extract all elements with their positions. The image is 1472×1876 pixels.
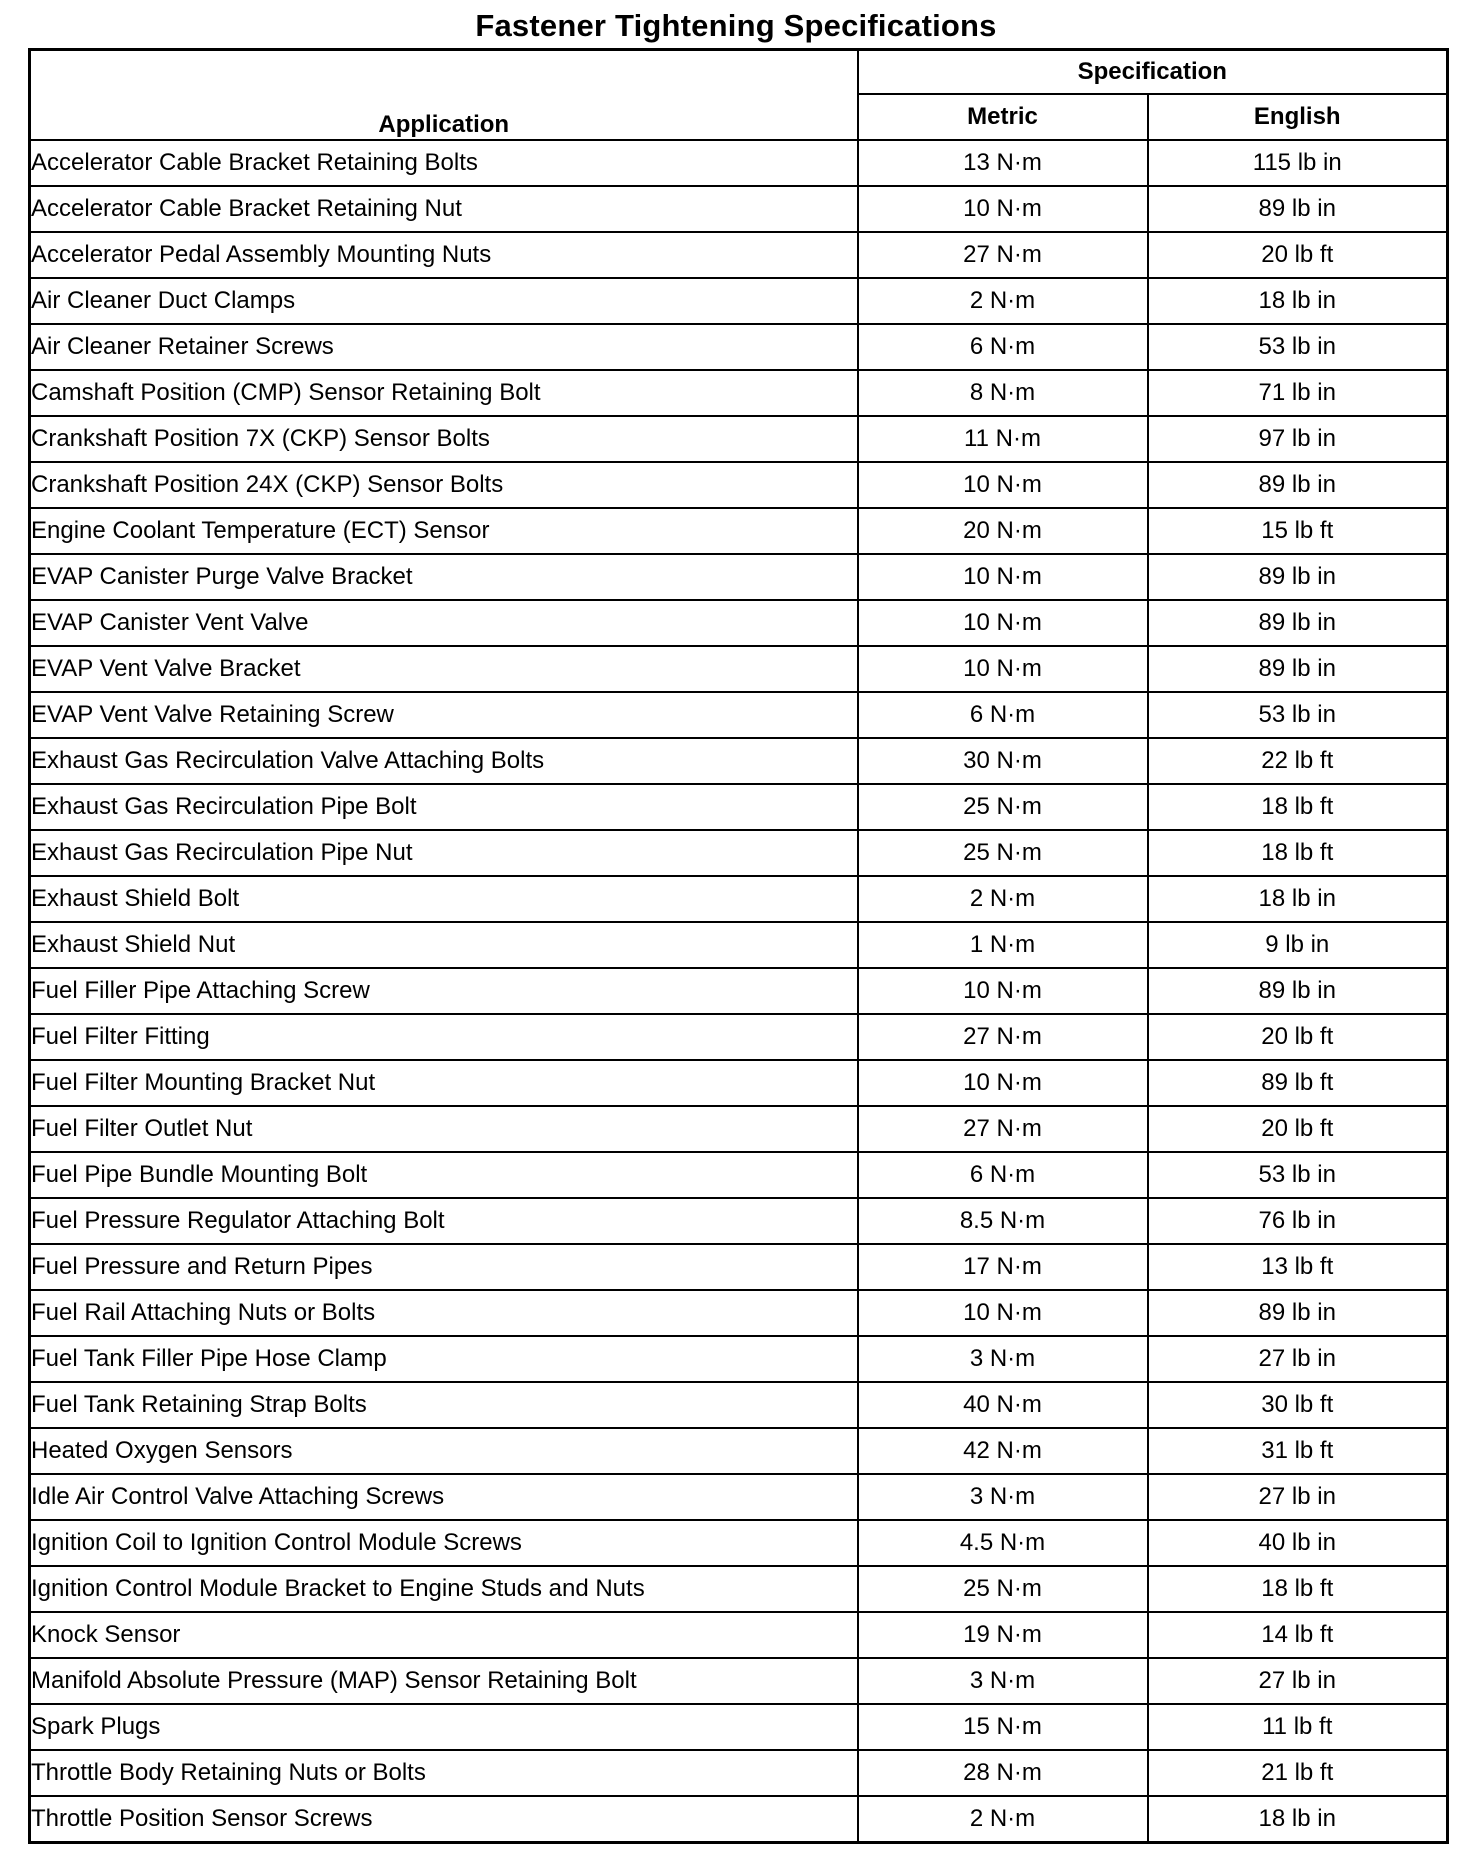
table-row — [30, 1244, 1448, 1290]
application-cell: Fuel Pipe Bundle Mounting Bolt — [30, 1152, 858, 1198]
english-cell: 20 lb ft — [1148, 1014, 1448, 1060]
english-cell: 40 lb in — [1148, 1520, 1448, 1566]
english-cell: 21 lb ft — [1148, 1750, 1448, 1796]
application-cell: Exhaust Shield Bolt — [30, 876, 858, 922]
english-cell: 18 lb ft — [1148, 1566, 1448, 1612]
english-cell: 18 lb in — [1148, 876, 1448, 922]
application-cell: Fuel Rail Attaching Nuts or Bolts — [30, 1290, 858, 1336]
column-header-metric: Metric — [858, 94, 1148, 140]
application-cell: Spark Plugs — [30, 1704, 858, 1750]
english-cell: 89 lb in — [1148, 1290, 1448, 1336]
metric-cell: 10 N·m — [858, 1290, 1148, 1336]
application-cell: Fuel Filter Mounting Bracket Nut — [30, 1060, 858, 1106]
english-cell: 31 lb ft — [1148, 1428, 1448, 1474]
header-row-top — [30, 50, 1448, 95]
metric-cell: 3 N·m — [858, 1336, 1148, 1382]
metric-cell: 13 N·m — [858, 140, 1148, 186]
metric-cell: 25 N·m — [858, 1566, 1148, 1612]
metric-cell: 3 N·m — [858, 1474, 1148, 1520]
application-cell: Ignition Coil to Ignition Control Module Screws — [30, 1520, 858, 1566]
table-row — [30, 1750, 1448, 1796]
table-row — [30, 462, 1448, 508]
page-title: Fastener Tightening Specifications — [475, 8, 997, 43]
metric-cell: 10 N·m — [858, 554, 1148, 600]
table-row — [30, 646, 1448, 692]
table-row — [30, 1428, 1448, 1474]
metric-cell: 8 N·m — [858, 370, 1148, 416]
metric-cell: 10 N·m — [858, 646, 1148, 692]
application-cell: EVAP Canister Vent Valve — [30, 600, 858, 646]
application-cell: Engine Coolant Temperature (ECT) Sensor — [30, 508, 858, 554]
metric-cell: 10 N·m — [858, 186, 1148, 232]
metric-cell: 27 N·m — [858, 1106, 1148, 1152]
metric-cell: 1 N·m — [858, 922, 1148, 968]
english-cell: 20 lb ft — [1148, 232, 1448, 278]
metric-cell: 6 N·m — [858, 324, 1148, 370]
english-cell: 27 lb in — [1148, 1336, 1448, 1382]
english-cell: 18 lb in — [1148, 1796, 1448, 1843]
metric-cell: 2 N·m — [858, 278, 1148, 324]
table-row — [30, 278, 1448, 324]
application-cell: EVAP Vent Valve Bracket — [30, 646, 858, 692]
table-row — [30, 1382, 1448, 1428]
table-row — [30, 738, 1448, 784]
table-row — [30, 370, 1448, 416]
table-row — [30, 784, 1448, 830]
english-cell: 89 lb in — [1148, 462, 1448, 508]
metric-cell: 10 N·m — [858, 968, 1148, 1014]
english-cell: 15 lb ft — [1148, 508, 1448, 554]
metric-cell: 15 N·m — [858, 1704, 1148, 1750]
table-row — [30, 1612, 1448, 1658]
metric-cell: 30 N·m — [858, 738, 1148, 784]
table-row — [30, 968, 1448, 1014]
metric-cell: 6 N·m — [858, 692, 1148, 738]
application-cell: Exhaust Gas Recirculation Pipe Bolt — [30, 784, 858, 830]
table-row — [30, 324, 1448, 370]
metric-cell: 25 N·m — [858, 830, 1148, 876]
application-cell: Exhaust Shield Nut — [30, 922, 858, 968]
table-row — [30, 416, 1448, 462]
english-cell: 53 lb in — [1148, 692, 1448, 738]
column-group-header-specification: Specification — [858, 50, 1448, 95]
table-row — [30, 1106, 1448, 1152]
metric-cell: 20 N·m — [858, 508, 1148, 554]
application-cell: Camshaft Position (CMP) Sensor Retaining Bolt — [30, 370, 858, 416]
table-row — [30, 692, 1448, 738]
table-row — [30, 1796, 1448, 1843]
table-row — [30, 830, 1448, 876]
application-cell: Exhaust Gas Recirculation Pipe Nut — [30, 830, 858, 876]
application-cell: Ignition Control Module Bracket to Engine Studs and Nuts — [30, 1566, 858, 1612]
application-cell: Throttle Position Sensor Screws — [30, 1796, 858, 1843]
application-cell: Fuel Filter Outlet Nut — [30, 1106, 858, 1152]
english-cell: 18 lb ft — [1148, 784, 1448, 830]
application-cell: Fuel Filter Fitting — [30, 1014, 858, 1060]
table-row — [30, 1566, 1448, 1612]
application-cell: Air Cleaner Duct Clamps — [30, 278, 858, 324]
table-row — [30, 1152, 1448, 1198]
column-header-application: Application — [30, 50, 858, 141]
application-cell: Crankshaft Position 24X (CKP) Sensor Bolts — [30, 462, 858, 508]
application-cell: Knock Sensor — [30, 1612, 858, 1658]
application-cell: Fuel Pressure and Return Pipes — [30, 1244, 858, 1290]
application-cell: Accelerator Cable Bracket Retaining Bolts — [30, 140, 858, 186]
application-cell: Manifold Absolute Pressure (MAP) Sensor Retaining Bolt — [30, 1658, 858, 1704]
table-row — [30, 1198, 1448, 1244]
application-cell: Fuel Tank Retaining Strap Bolts — [30, 1382, 858, 1428]
english-cell: 115 lb in — [1148, 140, 1448, 186]
english-cell: 22 lb ft — [1148, 738, 1448, 784]
metric-cell: 3 N·m — [858, 1658, 1148, 1704]
metric-cell: 19 N·m — [858, 1612, 1148, 1658]
table-row — [30, 1060, 1448, 1106]
application-cell: Fuel Tank Filler Pipe Hose Clamp — [30, 1336, 858, 1382]
english-cell: 89 lb in — [1148, 600, 1448, 646]
table-row — [30, 1704, 1448, 1750]
application-cell: Fuel Pressure Regulator Attaching Bolt — [30, 1198, 858, 1244]
english-cell: 18 lb in — [1148, 278, 1448, 324]
metric-cell: 10 N·m — [858, 1060, 1148, 1106]
table-row — [30, 1336, 1448, 1382]
metric-cell: 17 N·m — [858, 1244, 1148, 1290]
english-cell: 89 lb in — [1148, 186, 1448, 232]
metric-cell: 28 N·m — [858, 1750, 1148, 1796]
metric-cell: 2 N·m — [858, 1796, 1148, 1843]
table-row — [30, 1658, 1448, 1704]
table-row — [30, 554, 1448, 600]
table-row — [30, 232, 1448, 278]
application-cell: Accelerator Pedal Assembly Mounting Nuts — [30, 232, 858, 278]
application-cell: Idle Air Control Valve Attaching Screws — [30, 1474, 858, 1520]
application-cell: Fuel Filler Pipe Attaching Screw — [30, 968, 858, 1014]
english-cell: 14 lb ft — [1148, 1612, 1448, 1658]
english-cell: 9 lb in — [1148, 922, 1448, 968]
metric-cell: 4.5 N·m — [858, 1520, 1148, 1566]
metric-cell: 2 N·m — [858, 876, 1148, 922]
metric-cell: 6 N·m — [858, 1152, 1148, 1198]
application-cell: Exhaust Gas Recirculation Valve Attaching Bolts — [30, 738, 858, 784]
metric-cell: 8.5 N·m — [858, 1198, 1148, 1244]
metric-cell: 40 N·m — [858, 1382, 1148, 1428]
english-cell: 71 lb in — [1148, 370, 1448, 416]
application-cell: EVAP Canister Purge Valve Bracket — [30, 554, 858, 600]
english-cell: 18 lb ft — [1148, 830, 1448, 876]
table-row — [30, 922, 1448, 968]
table-row — [30, 186, 1448, 232]
english-cell: 53 lb in — [1148, 324, 1448, 370]
english-cell: 27 lb in — [1148, 1658, 1448, 1704]
metric-cell: 10 N·m — [858, 600, 1148, 646]
table-row — [30, 508, 1448, 554]
english-cell: 27 lb in — [1148, 1474, 1448, 1520]
table-row — [30, 1520, 1448, 1566]
metric-cell: 25 N·m — [858, 784, 1148, 830]
metric-cell: 11 N·m — [858, 416, 1148, 462]
table-row — [30, 876, 1448, 922]
english-cell: 20 lb ft — [1148, 1106, 1448, 1152]
table-row — [30, 1290, 1448, 1336]
application-cell: Throttle Body Retaining Nuts or Bolts — [30, 1750, 858, 1796]
english-cell: 89 lb in — [1148, 646, 1448, 692]
application-cell: Accelerator Cable Bracket Retaining Nut — [30, 186, 858, 232]
english-cell: 30 lb ft — [1148, 1382, 1448, 1428]
english-cell: 11 lb ft — [1148, 1704, 1448, 1750]
english-cell: 89 lb ft — [1148, 1060, 1448, 1106]
metric-cell: 27 N·m — [858, 1014, 1148, 1060]
english-cell: 89 lb in — [1148, 968, 1448, 1014]
english-cell: 97 lb in — [1148, 416, 1448, 462]
table-row — [30, 600, 1448, 646]
application-cell: EVAP Vent Valve Retaining Screw — [30, 692, 858, 738]
application-cell: Crankshaft Position 7X (CKP) Sensor Bolts — [30, 416, 858, 462]
table-row — [30, 140, 1448, 186]
english-cell: 76 lb in — [1148, 1198, 1448, 1244]
application-cell: Heated Oxygen Sensors — [30, 1428, 858, 1474]
metric-cell: 42 N·m — [858, 1428, 1148, 1474]
table-row — [30, 1474, 1448, 1520]
english-cell: 13 lb ft — [1148, 1244, 1448, 1290]
english-cell: 53 lb in — [1148, 1152, 1448, 1198]
table-row — [30, 1014, 1448, 1060]
english-cell: 89 lb in — [1148, 554, 1448, 600]
table-body — [30, 140, 1448, 1843]
column-header-english: English — [1148, 94, 1448, 140]
fastener-spec-table — [28, 48, 1449, 1844]
metric-cell: 10 N·m — [858, 462, 1148, 508]
metric-cell: 27 N·m — [858, 232, 1148, 278]
application-cell: Air Cleaner Retainer Screws — [30, 324, 858, 370]
